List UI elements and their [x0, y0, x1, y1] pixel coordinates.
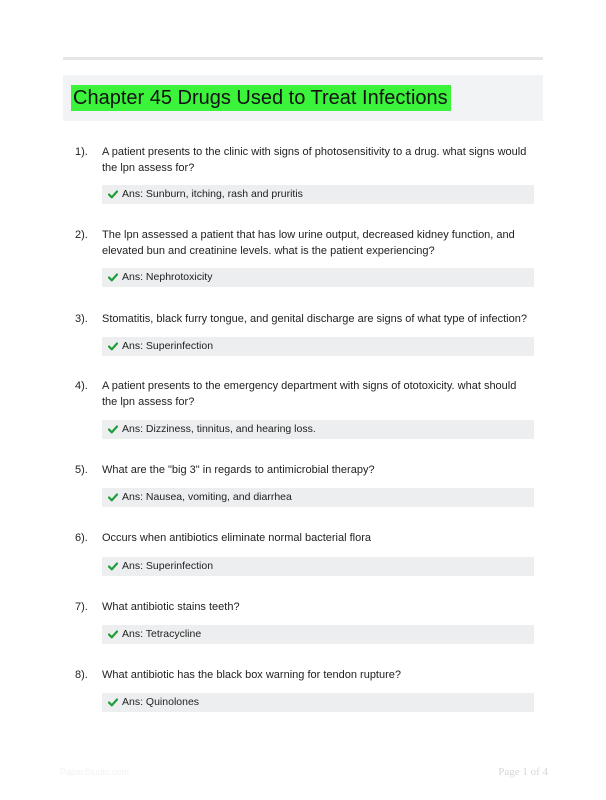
answer-box	[102, 420, 534, 439]
top-divider	[63, 57, 543, 60]
answer-box	[102, 337, 534, 356]
checkmark-icon	[108, 425, 118, 434]
question-text: What antibiotic has the black box warning for tendon rupture?	[102, 669, 402, 681]
answer-text: Ans: Dizziness, tinnitus, and hearing loss.	[122, 423, 316, 435]
question-number: 5).	[75, 464, 88, 476]
answer-text: Ans: Superinfection	[122, 560, 214, 572]
checkmark-icon	[108, 493, 118, 502]
checkmark-icon	[108, 562, 118, 571]
footer-watermark: PaperStudio.com	[60, 767, 130, 777]
question-number: 2).	[75, 229, 88, 241]
checkmark-icon	[108, 342, 118, 351]
answer-box	[102, 625, 534, 644]
answer-box	[102, 488, 534, 507]
question-text: Occurs when antibiotics eliminate normal bacterial flora	[102, 532, 372, 544]
answer-box	[102, 693, 534, 712]
answer-box	[102, 557, 534, 576]
title-banner	[63, 75, 543, 121]
answer-text: Ans: Superinfection	[122, 340, 214, 352]
checkmark-icon	[108, 630, 118, 639]
question-number: 3).	[75, 313, 88, 325]
question-number: 4).	[75, 380, 88, 392]
question-text: What are the "big 3" in regards to antimicrobial therapy?	[102, 464, 375, 476]
answer-box	[102, 185, 534, 204]
question-text: Stomatitis, black furry tongue, and genital discharge are signs of what type of infection?	[102, 313, 527, 325]
answer-text: Ans: Quinolones	[122, 696, 200, 708]
question-text: The lpn assessed a patient that has low urine output, decreased kidney function, and elevated bun and creatinine levels. what is the patient experiencing?	[102, 229, 515, 257]
question-number: 1).	[75, 146, 88, 158]
page-title: Chapter 45 Drugs Used to Treat Infections	[71, 85, 451, 111]
checkmark-icon	[108, 190, 118, 199]
question-text: A patient presents to the emergency department with signs of ototoxicity. what should the lpn assess for?	[102, 380, 517, 408]
question-number: 8).	[75, 669, 88, 681]
question-number: 6).	[75, 532, 88, 544]
checkmark-icon	[108, 698, 118, 707]
question-number: 7).	[75, 601, 88, 613]
checkmark-icon	[108, 273, 118, 282]
page-number: Page 1 of 4	[498, 766, 548, 778]
question-text: What antibiotic stains teeth?	[102, 601, 240, 613]
answer-text: Ans: Nausea, vomiting, and diarrhea	[122, 491, 292, 503]
answer-text: Ans: Tetracycline	[122, 628, 202, 640]
answer-text: Ans: Nephrotoxicity	[122, 271, 213, 283]
answer-text: Ans: Sunburn, itching, rash and pruritis	[122, 188, 303, 200]
answer-box	[102, 268, 534, 287]
question-text: A patient presents to the clinic with signs of photosensitivity to a drug. what signs would the lpn assess for?	[102, 146, 527, 174]
